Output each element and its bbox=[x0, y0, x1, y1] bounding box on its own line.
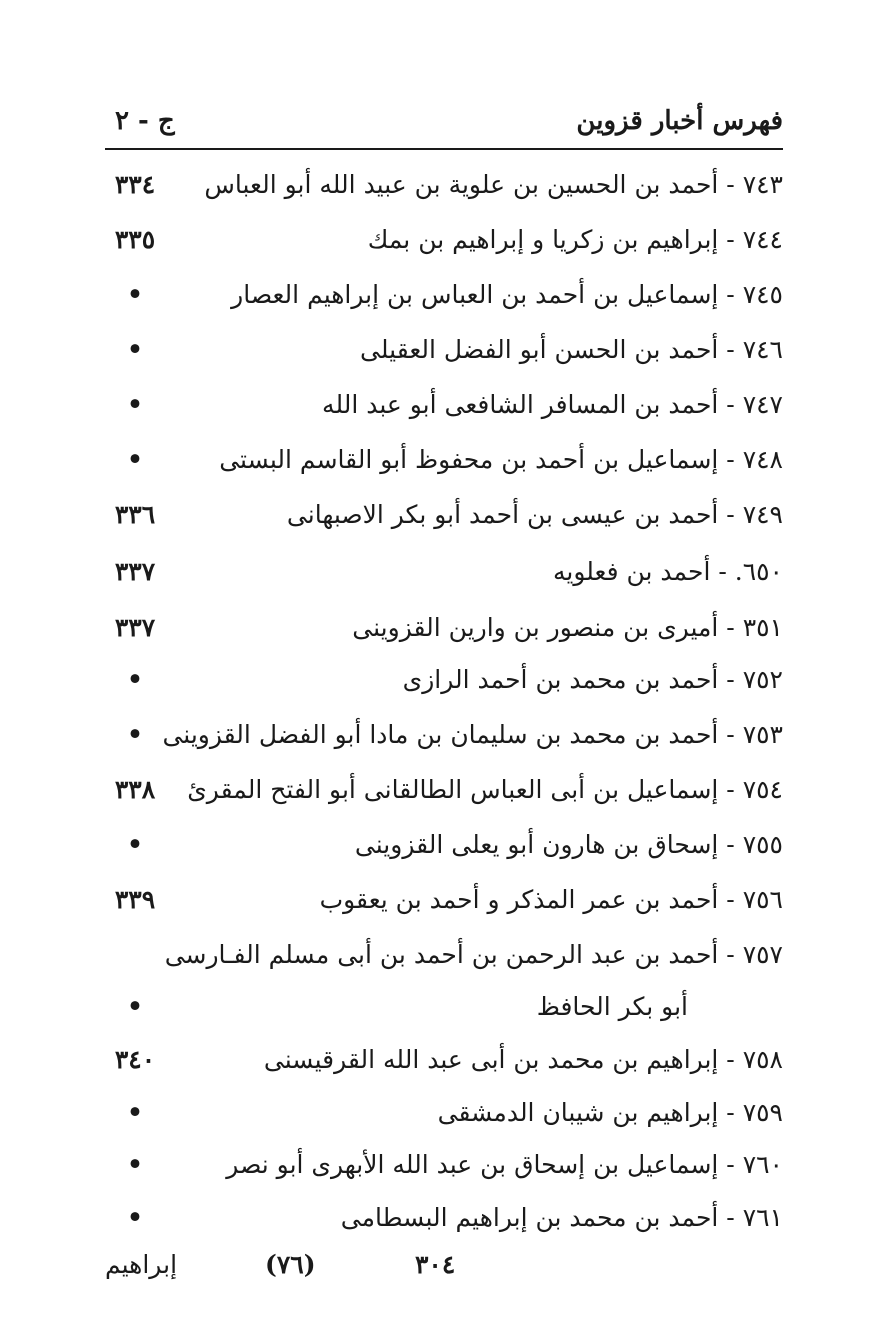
index-entry bbox=[105, 1198, 783, 1238]
index-entry bbox=[105, 1145, 783, 1185]
entry-page-ref: • bbox=[127, 830, 143, 859]
entry-name: ٧٦١ - أحمد بن محمد بن إبراهيم البسطامى bbox=[340, 1203, 783, 1232]
entry-continuation: أبو بكر الحافظ bbox=[536, 992, 688, 1021]
entry-name: ٧٦٠ - إسماعيل بن إسحاق بن عبد الله الأبهرى أبو نصر bbox=[226, 1150, 783, 1179]
entry-page-ref: ٣٤٠ bbox=[114, 1045, 156, 1074]
header-title: فهرس أخبار قزوين bbox=[576, 106, 783, 136]
index-entry bbox=[105, 880, 783, 920]
entry-name: ٧٤٥ - إسماعيل بن أحمد بن العباس بن إبراهيم العصار bbox=[231, 280, 783, 309]
index-entry bbox=[105, 1040, 783, 1080]
entry-name: ٧٤٩ - أحمد بن عيسى بن أحمد أبو بكر الاصبهانى bbox=[286, 500, 783, 529]
entry-name: ٧٥٩ - إبراهيم بن شيبان الدمشقى bbox=[437, 1098, 783, 1127]
entry-page-ref: • bbox=[127, 390, 143, 419]
index-entry bbox=[105, 825, 783, 865]
index-entry bbox=[105, 935, 783, 975]
index-entry bbox=[105, 330, 783, 370]
entry-page-ref: ٣٣٨ bbox=[114, 775, 156, 804]
entry-page-ref: ٣٣٦ bbox=[114, 500, 156, 529]
index-entry bbox=[105, 770, 783, 810]
index-entry bbox=[105, 220, 783, 260]
index-entry bbox=[105, 715, 783, 755]
index-entry bbox=[105, 440, 783, 480]
index-entry bbox=[105, 552, 783, 592]
entry-name: ٧٥٨ - إبراهيم بن محمد بن أبى عبد الله القرقيسنى bbox=[263, 1045, 783, 1074]
index-entry bbox=[105, 1093, 783, 1133]
entry-name: ٧٥٤ - إسماعيل بن أبى العباس الطالقانى أبو الفتح المقرئ bbox=[187, 775, 783, 804]
entry-name: ٣٥١ - أميرى بن منصور بن وارين القزوينى bbox=[352, 613, 783, 642]
index-entry bbox=[105, 385, 783, 425]
footer-catchword: إبراهيم bbox=[105, 1250, 178, 1279]
entry-name: ٧٤٣ - أحمد بن الحسين بن علوية بن عبيد الله أبو العباس bbox=[204, 170, 783, 199]
index-entry bbox=[105, 660, 783, 700]
entry-page-ref: • bbox=[127, 665, 143, 694]
entry-name: ٧٤٦ - أحمد بن الحسن أبو الفضل العقيلى bbox=[360, 335, 783, 364]
page-footer bbox=[105, 1245, 783, 1285]
entry-page-ref: ٣٣٤ bbox=[114, 170, 156, 199]
index-entry bbox=[105, 165, 783, 205]
entry-name: ٧٥٢ - أحمد بن محمد بن أحمد الرازى bbox=[402, 665, 783, 694]
entry-page-ref: • bbox=[127, 992, 143, 1021]
footer-signature: (٧٦) bbox=[265, 1250, 316, 1279]
index-entry bbox=[105, 275, 783, 315]
entry-page-ref: • bbox=[127, 1150, 143, 1179]
header-rule bbox=[105, 148, 783, 150]
running-header bbox=[105, 100, 783, 146]
entry-name: ٧٥٥ - إسحاق بن هارون أبو يعلى القزوينى bbox=[354, 830, 783, 859]
entry-name: ٧٤٨ - إسماعيل بن أحمد بن محفوظ أبو القاسم البستى bbox=[219, 445, 783, 474]
entry-page-ref: • bbox=[127, 335, 143, 364]
entry-page-ref: • bbox=[127, 720, 143, 749]
entry-name: ٧٤٤ - إبراهيم بن زكريا و إبراهيم بن بمك bbox=[367, 225, 783, 254]
entry-page-ref: • bbox=[127, 445, 143, 474]
entry-name: ٦٥٠. - أحمد بن فعلويه bbox=[552, 557, 783, 586]
entry-page-ref: • bbox=[127, 1203, 143, 1232]
entry-name: ٧٤٧ - أحمد بن المسافر الشافعى أبو عبد الله bbox=[322, 390, 783, 419]
entry-page-ref: ٣٣٥ bbox=[114, 225, 156, 254]
header-volume: ج - ٢ bbox=[115, 106, 175, 136]
index-entry bbox=[105, 495, 783, 535]
footer-page-number: ٣٠٤ bbox=[415, 1250, 456, 1279]
entry-name: ٧٥٦ - أحمد بن عمر المذكر و أحمد بن يعقوب bbox=[319, 885, 783, 914]
index-entry bbox=[105, 608, 783, 648]
entry-page-ref: ٣٣٧ bbox=[114, 557, 156, 586]
entry-page-ref: ٣٣٩ bbox=[114, 885, 156, 914]
entry-name: ٧٥٧ - أحمد بن عبد الرحمن بن أحمد بن أبى مسلم الفـارسى bbox=[164, 940, 783, 969]
entry-page-ref: • bbox=[127, 1098, 143, 1127]
entry-page-ref: • bbox=[127, 280, 143, 309]
index-entry-continuation bbox=[105, 987, 783, 1027]
entry-page-ref: ٣٣٧ bbox=[114, 613, 156, 642]
entry-name: ٧٥٣ - أحمد بن محمد بن سليمان بن مادا أبو الفضل القزوينى bbox=[162, 720, 783, 749]
